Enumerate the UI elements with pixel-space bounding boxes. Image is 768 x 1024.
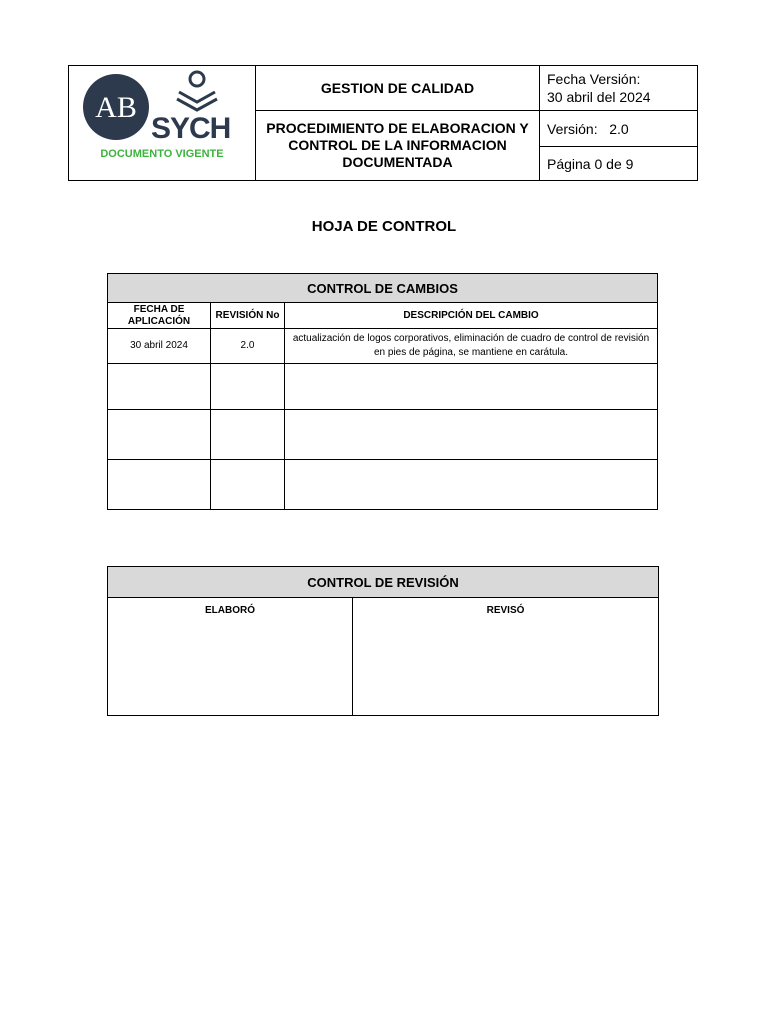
fecha-version-label: Fecha Versión: [547, 71, 641, 87]
system-title: GESTION DE CALIDAD [256, 66, 540, 111]
column-header-descripcion: DESCRIPCIÓN DEL CAMBIO [285, 303, 658, 329]
elaboro-label: ELABORÓ [205, 605, 255, 616]
column-header-fecha: FECHA DE APLICACIÓN [108, 303, 211, 329]
table-row [108, 329, 658, 364]
document-status-label: DOCUMENTO VIGENTE [100, 148, 224, 160]
fecha-version-value: 30 abril del 2024 [547, 89, 651, 105]
reviso-label: REVISÓ [486, 605, 525, 616]
logo-brand-text: SYCH [151, 112, 231, 145]
document-header [68, 65, 698, 181]
fecha-version-cell [540, 66, 698, 111]
table-row-empty [108, 460, 658, 510]
logo-circle-text: AB [95, 91, 137, 124]
revision-control-table [107, 566, 659, 716]
elaboro-signature-cell [108, 598, 353, 716]
version-cell: Versión: 2.0 [540, 111, 698, 147]
table-header-row [108, 303, 658, 329]
table-row-empty [108, 364, 658, 410]
change-control-title: CONTROL DE CAMBIOS [108, 274, 658, 303]
reviso-signature-cell [353, 598, 659, 716]
reader-icon [177, 72, 217, 110]
change-control-table [107, 273, 658, 510]
company-logo [69, 66, 255, 180]
procedure-title: PROCEDIMIENTO DE ELABORACION Y CONTROL DE LA INFORMACION DOCUMENTADA [256, 111, 540, 181]
cell-descripcion: actualización de logos corporativos, eliminación de cuadro de control de revisión en pies de página, se mantiene en carátula. [285, 329, 658, 364]
cell-revision: 2.0 [211, 329, 285, 364]
revision-control-title: CONTROL DE REVISIÓN [108, 567, 659, 598]
table-row-empty [108, 410, 658, 460]
cell-fecha: 30 abril 2024 [108, 329, 211, 364]
page-title: HOJA DE CONTROL [311, 218, 457, 235]
logo-cell [69, 66, 256, 181]
page-number-cell: Página 0 de 9 [540, 147, 698, 181]
column-header-revision: REVISIÓN No [211, 303, 285, 329]
